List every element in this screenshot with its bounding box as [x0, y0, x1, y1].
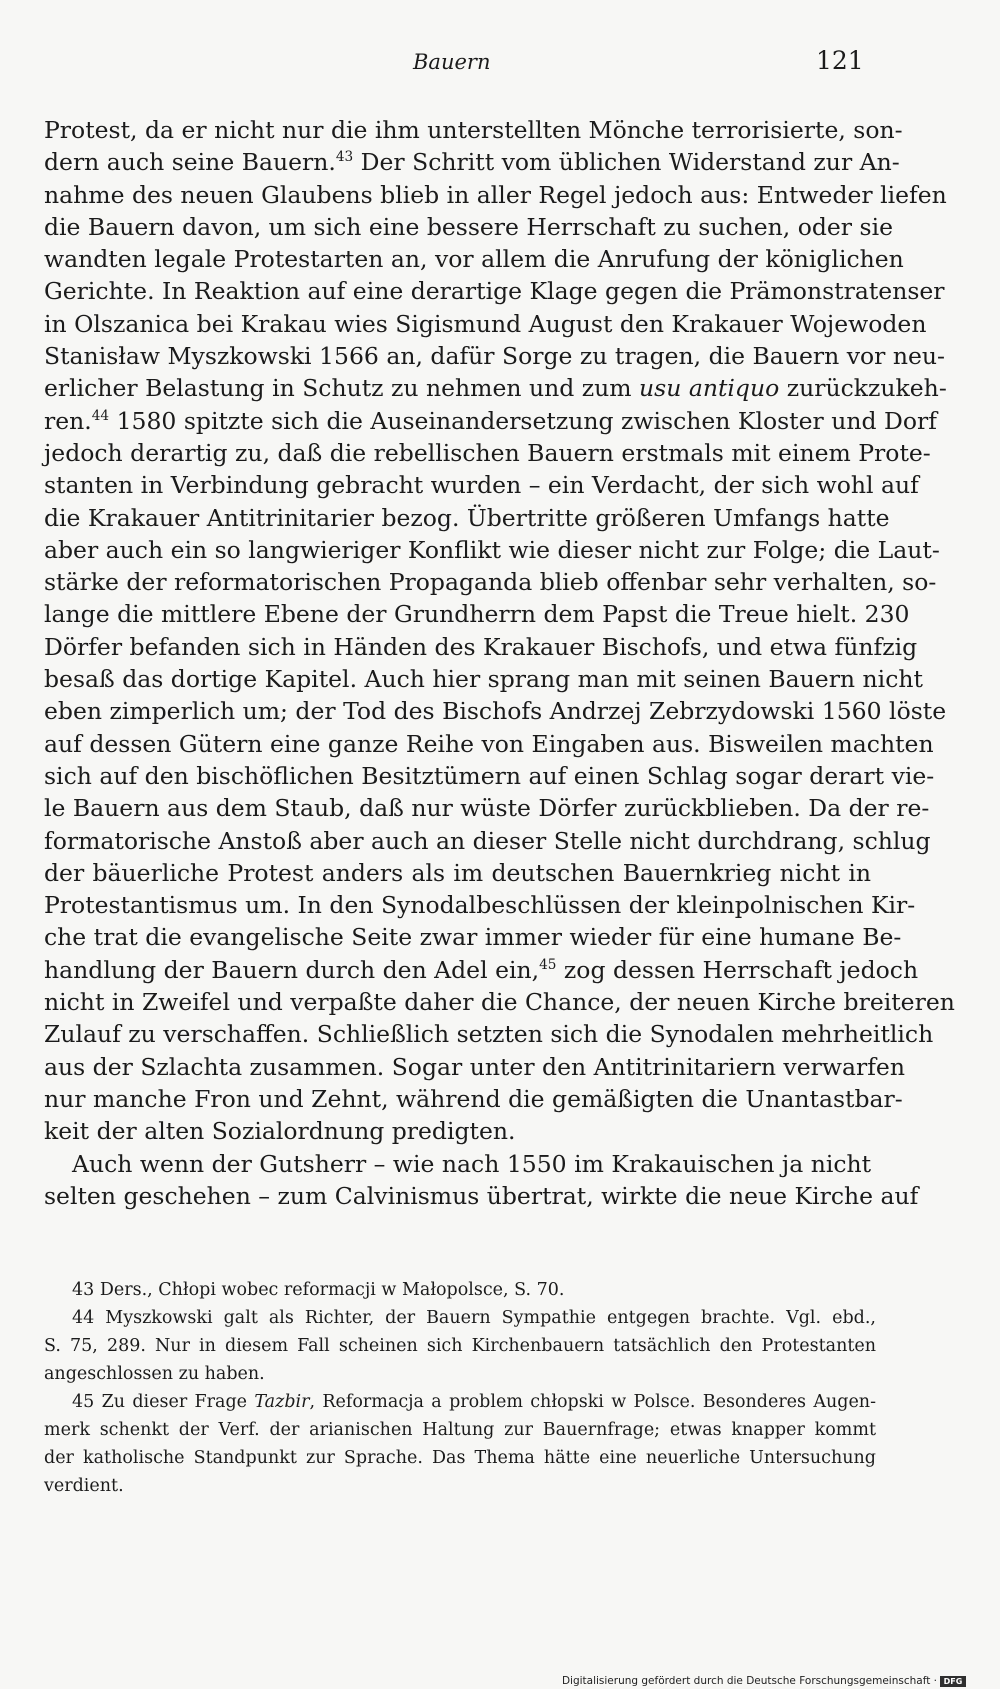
text-line: auf dessen Gütern eine ganze Reihe von Eingaben aus. Bisweilen machten	[44, 729, 934, 758]
text-line: Stanisław Myszkowski 1566 an, dafür Sorge zu tragen, die Bauern vor neu-	[44, 342, 945, 371]
credit-text: Digitalisierung gefördert durch die Deutsche Forschungsgemeinschaft ·	[561, 1675, 937, 1687]
footnote-ref-44: 44	[91, 407, 110, 424]
footnote-45	[44, 1388, 876, 1416]
text-line: Gerichte. In Reaktion auf eine derartige Klage gegen die Prämonstratenser	[44, 277, 945, 306]
footnote-44: 44 Myszkowski galt als Richter, der Bauern Sympathie entgegen brachte. Vgl. ebd.,	[72, 1308, 876, 1328]
footnotes	[44, 1276, 876, 1500]
footnote-45-line: merk schenkt der Verf. der arianischen Haltung zur Bauernfrage; etwas knapper kommt	[44, 1420, 876, 1440]
text-line: jedoch derartig zu, daß die rebellischen Bauern erstmals mit einem Prote-	[44, 438, 931, 467]
text-span: erlicher Belastung in Schutz zu nehmen und zum	[44, 374, 640, 403]
footnote-44-line: angeschlossen zu haben.	[44, 1364, 265, 1384]
text-span: zog dessen Herrschaft jedoch	[556, 955, 919, 984]
text-span: Der Schritt vom üblichen Widerstand zur An-	[353, 148, 900, 177]
page-number: 121	[816, 46, 864, 75]
text-span: , Reformacja a problem chłopski w Polsce. Besonderes Augen-	[309, 1392, 876, 1412]
text-line: Dörfer befanden sich in Händen des Krakauer Bischofs, und etwa fünfzig	[44, 632, 918, 661]
footnote-43: 43 Ders., Chłopi wobec reformacji w Małopolsce, S. 70.	[72, 1280, 565, 1300]
text-line: nicht in Zweifel und verpaßte daher die Chance, der neuen Kirche breiteren	[44, 988, 955, 1017]
text-span: 1580 spitzte sich die Auseinandersetzung zwischen Kloster und Dorf	[109, 406, 937, 435]
running-head: Bauern	[413, 50, 491, 74]
text-line: eben zimperlich um; der Tod des Bischofs Andrzej Zebrzydowski 1560 löste	[44, 697, 947, 726]
footnote-ref-43: 43	[335, 149, 354, 166]
text-line: aber auch ein so langwieriger Konflikt wie dieser nicht zur Folge; die Laut-	[44, 535, 940, 564]
text-line: sich auf den bischöflichen Besitztümern auf einen Schlag sogar derart vie-	[44, 761, 935, 790]
dfg-logo-icon: DFG	[940, 1676, 966, 1687]
text-line: lange die mittlere Ebene der Grundherrn dem Papst die Treue hielt. 230	[44, 600, 910, 629]
footnote-ref-45: 45	[539, 956, 557, 973]
italic-term: usu antiquo	[639, 374, 780, 403]
text-line: stanten in Verbindung gebracht wurden – ein Verdacht, der sich wohl auf	[44, 471, 919, 500]
text-line: Zulauf zu verschaffen. Schließlich setzten sich die Synodalen mehrheitlich	[44, 1020, 934, 1049]
text-span: ren.	[44, 406, 92, 435]
text-line: selten geschehen – zum Calvinismus übertrat, wirkte die neue Kirche auf	[44, 1181, 919, 1210]
text-line: keit der alten Sozialordnung predigten.	[44, 1117, 516, 1146]
text-line: wandten legale Protestarten an, vor allem die Anrufung der königlichen	[44, 245, 904, 274]
text-line: stärke der reformatorischen Propaganda blieb offenbar sehr verhalten, so-	[44, 568, 937, 597]
text-span: handlung der Bauern durch den Adel ein,	[44, 955, 540, 984]
text-line: nur manche Fron und Zehnt, während die gemäßigten die Unantastbar-	[44, 1084, 903, 1113]
text-span: zurückzukeh-	[779, 374, 947, 403]
author-name: Tazbir	[254, 1392, 310, 1412]
footnote-44-line: S. 75, 289. Nur in diesem Fall scheinen sich Kirchenbauern tatsächlich den Protestanten	[44, 1336, 876, 1356]
text-line: in Olszanica bei Krakau wies Sigismund August den Krakauer Wojewoden	[44, 309, 927, 338]
text-line	[44, 146, 900, 178]
text-line: die Krakauer Antitrinitarier bezog. Übertritte größeren Umfangs hatte	[44, 503, 890, 532]
text-line: die Bauern davon, um sich eine bessere Herrschaft zu suchen, oder sie	[44, 212, 893, 241]
text-line: nahme des neuen Glaubens blieb in aller Regel jedoch aus: Entweder liefen	[44, 180, 947, 209]
text-line: le Bauern aus dem Staub, daß nur wüste Dörfer zurückblieben. Da der re-	[44, 794, 930, 823]
text-line: Auch wenn der Gutsherr – wie nach 1550 im Krakauischen ja nicht	[72, 1149, 872, 1178]
text-line: Protestantismus um. In den Synodalbeschlüssen der kleinpolnischen Kir-	[44, 891, 916, 920]
footnote-45-line: verdient.	[44, 1476, 124, 1496]
body-text	[44, 114, 955, 1212]
text-line	[44, 372, 947, 404]
digitization-credit	[562, 1674, 966, 1688]
text-line	[44, 954, 919, 986]
text-line: besaß das dortige Kapitel. Auch hier sprang man mit seinen Bauern nicht	[44, 665, 923, 694]
text-line: aus der Szlachta zusammen. Sogar unter den Antitrinitariern verwarfen	[44, 1052, 905, 1081]
text-line: Protest, da er nicht nur die ihm unterstellten Mönche terrorisierte, son-	[44, 116, 903, 144]
footnote-45-line: der katholische Standpunkt zur Sprache. Das Thema hätte eine neuerliche Untersuchung	[44, 1448, 876, 1468]
text-span: 45 Zu dieser Frage	[72, 1392, 255, 1412]
text-line: formatorische Anstoß aber auch an dieser Stelle nicht durchdrang, schlug	[44, 826, 931, 855]
text-line	[44, 405, 937, 437]
text-span: dern auch seine Bauern.	[44, 148, 336, 177]
text-line: der bäuerliche Protest anders als im deutschen Bauernkrieg nicht in	[44, 858, 871, 887]
page-header	[0, 46, 1000, 80]
text-line: che trat die evangelische Seite zwar immer wieder für eine humane Be-	[44, 923, 902, 952]
